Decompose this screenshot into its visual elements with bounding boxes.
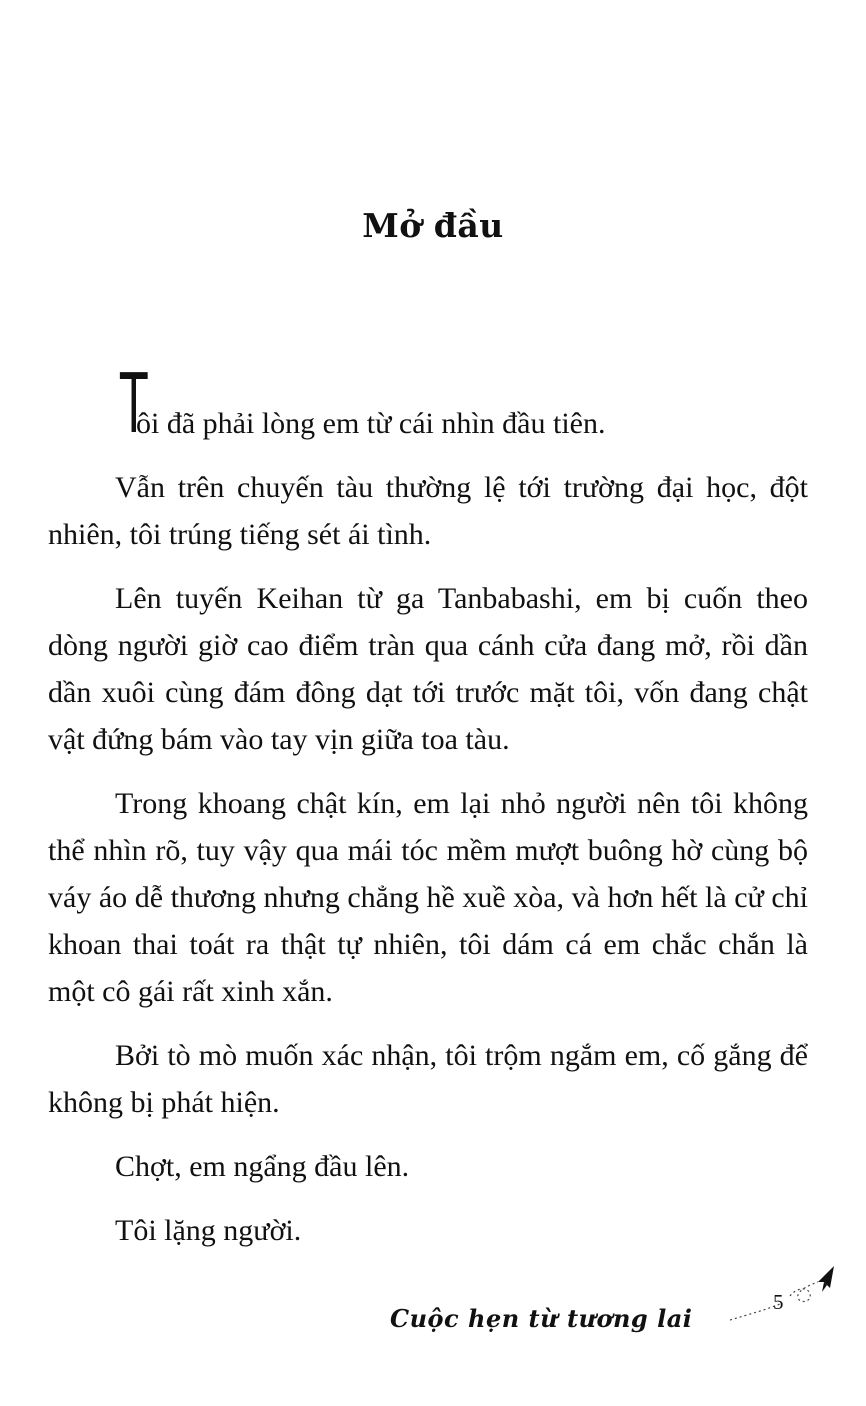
- paper-plane-icon: [730, 1252, 840, 1332]
- paragraph-2: Vẫn trên chuyến tàu thường lệ tới trường đại học, đột nhiên, tôi trúng tiếng sét ái tình.: [48, 471, 808, 551]
- paragraph-3: Lên tuyến Keihan từ ga Tanbabashi, em bị cuốn theo dòng người giờ cao điểm tràn qua cánh cửa đang mở, rồi dần dần xuôi cùng đám đông dạt tới trước mặt tôi, vốn đang chật vật đứng bám vào tay vịn giữa toa tàu.: [48, 582, 808, 756]
- paragraph-7: Tôi lặng người.: [115, 1214, 302, 1247]
- paragraph-4: Trong khoang chật kín, em lại nhỏ người nên tôi không thể nhìn rõ, tuy vậy qua mái tóc mềm mượt buông hờ cùng bộ váy áo dễ thương nhưng chẳng hề xuề xòa, và hơn hết là cử chỉ khoan thai toát ra thật tự nhiên, tôi dám cá em chắc chắn là một cô gái rất xinh xắn.: [48, 787, 808, 1008]
- paragraph-6: Chợt, em ngẩng đầu lên.: [115, 1150, 410, 1183]
- paragraph-5: Bởi tò mò muốn xác nhận, tôi trộm ngắm em, cố gắng để không bị phát hiện.: [48, 1039, 808, 1119]
- running-book-title: Cuộc hẹn từ tương lai: [390, 1304, 693, 1333]
- paragraph-1: [48, 357, 808, 452]
- chapter-title: Mở đầu: [362, 206, 504, 245]
- paragraph-1-text: ôi đã phải lòng em từ cái nhìn đầu tiên.: [136, 407, 606, 440]
- chapter-body: [48, 357, 808, 1271]
- drop-cap-line: [48, 357, 808, 452]
- drop-cap: T: [120, 357, 148, 452]
- page-number: 5: [773, 1290, 784, 1314]
- page-footer: [380, 1292, 850, 1342]
